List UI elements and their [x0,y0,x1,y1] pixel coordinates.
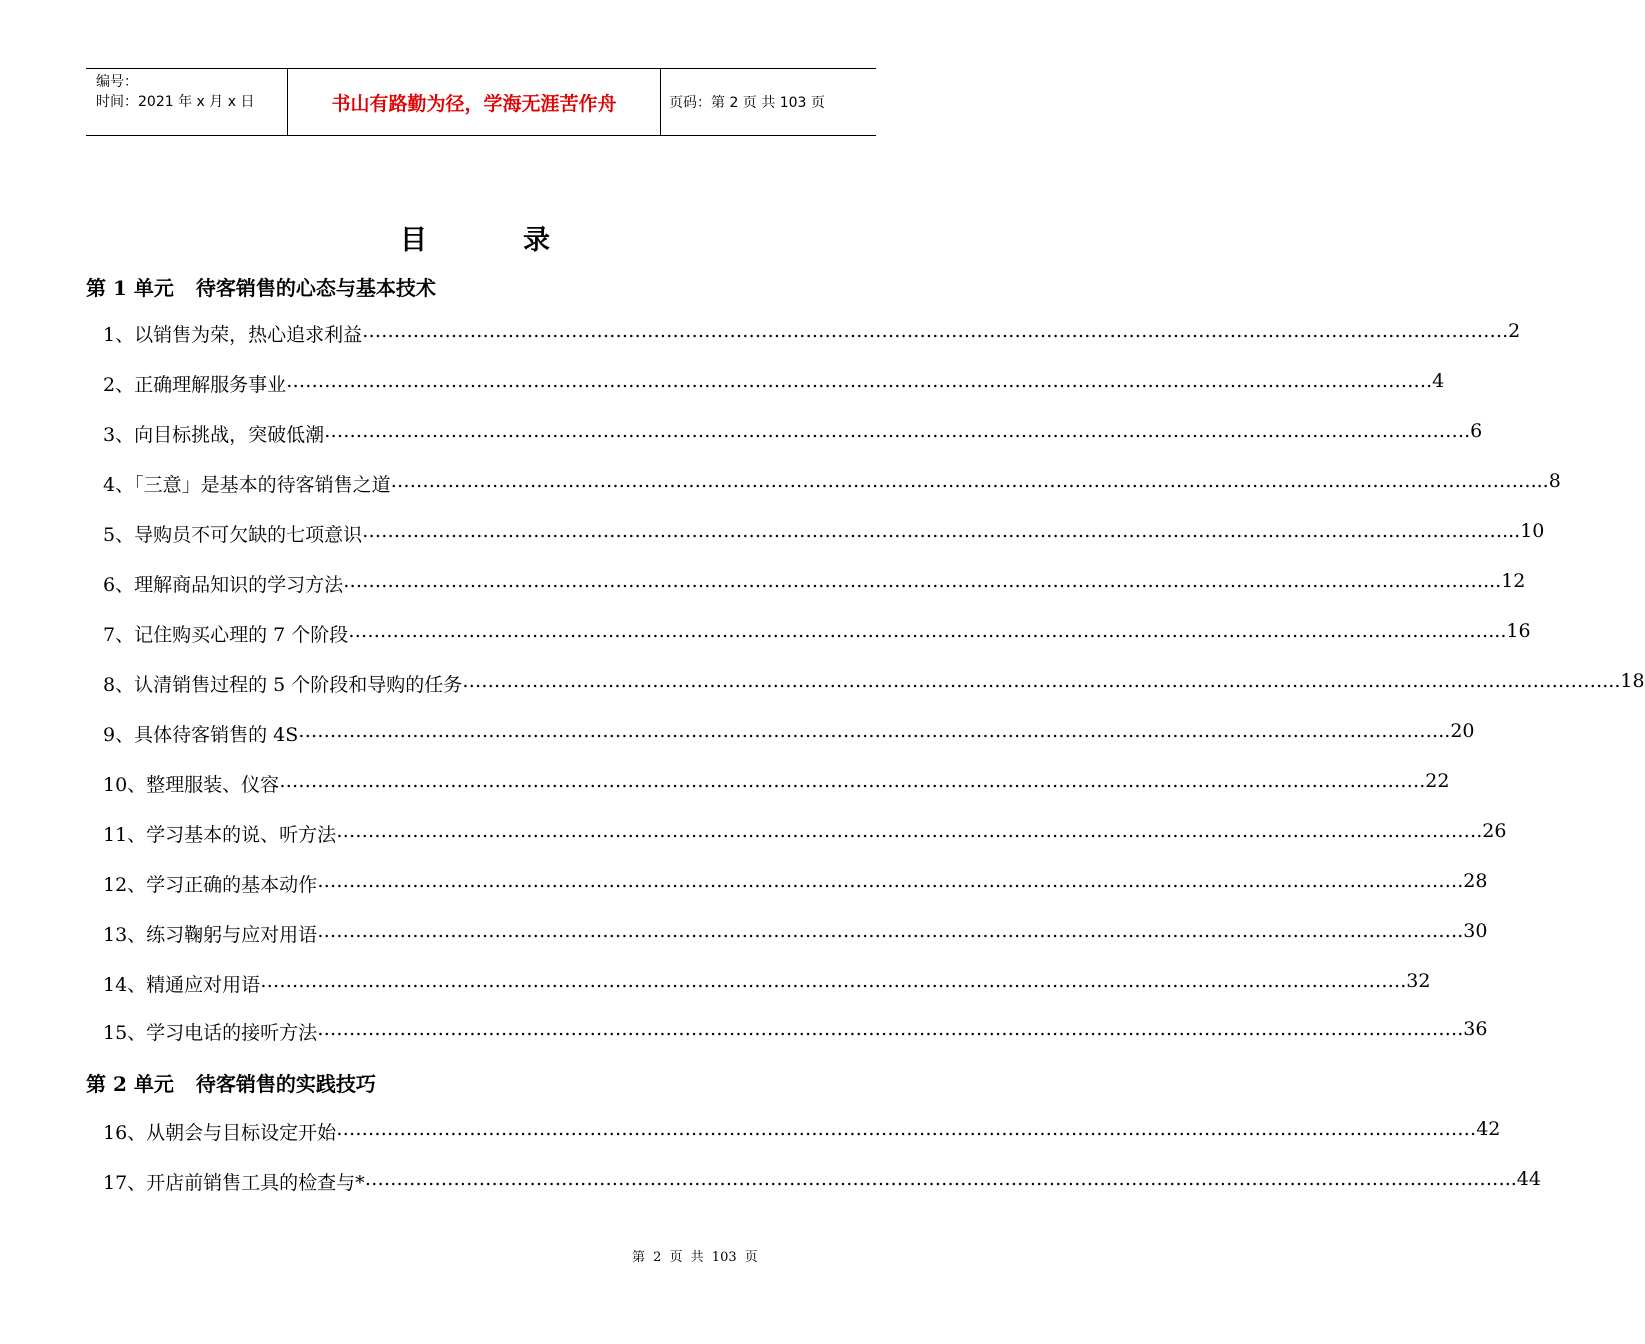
toc-entry-page: ...8 [1530,470,1561,492]
toc-entry[interactable] [103,520,1545,547]
toc-entry-title: 14、精通应对用语 [103,974,261,996]
toc-entry[interactable] [103,470,1561,497]
time-label: 时间：2021 年 x 月 x 日 [96,94,255,110]
toc-leader-dots: ……………………………………………………………………………………………………………………………………………………………… [336,820,1477,842]
toc-entry[interactable] [103,670,1645,697]
toc-entry-title: 3、向目标挑战，突破低潮 [103,424,325,446]
toc-entry-title: 7、记住购买心理的 7 个阶段 [103,624,349,646]
toc-entry-title: 4、「三意」是基本的待客销售之道 [103,474,391,496]
toc-entry-title: 8、认清销售过程的 5 个阶段和导购的任务 [103,674,463,696]
toc-entry[interactable] [103,870,1488,897]
toc-entry-title: 1、以销售为荣，热心追求利益 [103,324,363,346]
toc-entry-page: .32 [1400,970,1431,992]
toc-entry-title: 17、开店前销售工具的检查与* [103,1172,365,1194]
toc-entry[interactable] [103,420,1483,447]
toc-entry-page: .26 [1476,820,1507,842]
toc-leader-dots: ……………………………………………………………………………………………………………………………………………………………… [362,520,1503,542]
header-motto: 书山有路勤为径，学海无涯苦作舟 [288,69,661,135]
toc-entry[interactable] [103,970,1431,997]
toc-leader-dots: ……………………………………………………………………………………………………………………………………………………………… [362,320,1503,342]
toc-entry[interactable] [103,620,1531,647]
toc-entry-page: .22 [1419,770,1450,792]
toc-leader-dots: ……………………………………………………………………………………………………………………………………………………………… [279,770,1420,792]
toc-entry-page: .6 [1464,420,1483,442]
toc-leader-dots: ……………………………………………………………………………………………………………………………………………………………… [364,1168,1505,1190]
toc-entry-title: 16、从朝会与目标设定开始 [103,1122,337,1144]
toc-leader-dots: ……………………………………………………………………………………………………………………………………………………………… [298,720,1439,742]
toc-entry[interactable] [103,570,1526,597]
toc-entry-page: .30 [1457,920,1488,942]
page-header [86,68,876,136]
toc-entry-title: 12、学习正确的基本动作 [103,874,318,896]
toc-entry-page: .28 [1457,870,1488,892]
toc-entry-title: 15、学习电话的接听方法 [103,1022,318,1044]
unit-name: 待客销售的实践技巧 [195,1072,376,1096]
unit-heading [86,272,436,301]
toc-entry[interactable] [103,320,1521,347]
toc-entry[interactable] [103,370,1445,397]
toc-leader-dots: ……………………………………………………………………………………………………………………………………………………………… [462,670,1603,692]
toc-leader-dots: ……………………………………………………………………………………………………………………………………………………………… [390,470,1531,492]
toc-leader-dots: ……………………………………………………………………………………………………………………………………………………………… [260,970,1401,992]
toc-title: 目录 [400,225,646,256]
toc-leader-dots: ……………………………………………………………………………………………………………………………………………………………… [317,1018,1458,1040]
toc-leader-dots: ……………………………………………………………………………………………………………………………………………………………… [336,1118,1477,1140]
toc-entry[interactable] [103,1168,1541,1195]
toc-entry-page: 42 [1476,1118,1501,1140]
toc-entry-title: 5、导购员不可欠缺的七项意识 [103,524,363,546]
toc-leader-dots: ……………………………………………………………………………………………………………………………………………………………… [324,420,1465,442]
header-meta [86,69,288,135]
toc-entry-title: 6、理解商品知识的学习方法 [103,574,344,596]
unit-label: 第 1 单元 [86,276,174,300]
toc-entry-page: ...18 [1602,670,1645,692]
toc-entry[interactable] [103,720,1475,747]
page-footer: 第 2 页 共 103 页 [632,1250,758,1265]
toc-leader-dots: ……………………………………………………………………………………………………………………………………………………………… [317,920,1458,942]
toc-entry[interactable] [103,770,1450,797]
unit-label: 第 2 单元 [86,1072,174,1096]
unit-name: 待客销售的心态与基本技术 [195,276,436,300]
toc-entry-title: 13、练习鞠躬与应对用语 [103,924,318,946]
toc-entry[interactable] [103,1118,1501,1145]
toc-entry[interactable] [103,820,1507,847]
toc-leader-dots: ……………………………………………………………………………………………………………………………………………………………… [348,620,1489,642]
toc-entry-page: .2 [1502,320,1521,342]
toc-entry-page: ...10 [1502,520,1545,542]
toc-entry-page: ..20 [1438,720,1475,742]
toc-leader-dots: ……………………………………………………………………………………………………………………………………………………………… [317,870,1458,892]
number-label: 编号： [96,74,138,90]
toc-entry-title: 11、学习基本的说、听方法 [103,824,337,846]
toc-entry-page: .36 [1457,1018,1488,1040]
toc-entry-page: .4 [1426,370,1445,392]
toc-leader-dots: ……………………………………………………………………………………………………………………………………………………………… [343,570,1484,592]
header-page-info: 页码：第 2 页 共 103 页 [669,95,825,111]
toc-entry-title: 9、具体待客销售的 4S [103,724,299,746]
toc-entry-page: ..44 [1504,1168,1541,1190]
toc-entry-page: ...16 [1488,620,1531,642]
unit-heading [86,1068,376,1097]
toc-entry-title: 2、正确理解服务事业 [103,374,287,396]
toc-entry[interactable] [103,1018,1488,1045]
toc-entry[interactable] [103,920,1488,947]
toc-leader-dots: ……………………………………………………………………………………………………………………………………………………………… [286,370,1427,392]
toc-entry-title: 10、整理服装、仪容 [103,774,280,796]
toc-entry-page: ...12 [1483,570,1526,592]
